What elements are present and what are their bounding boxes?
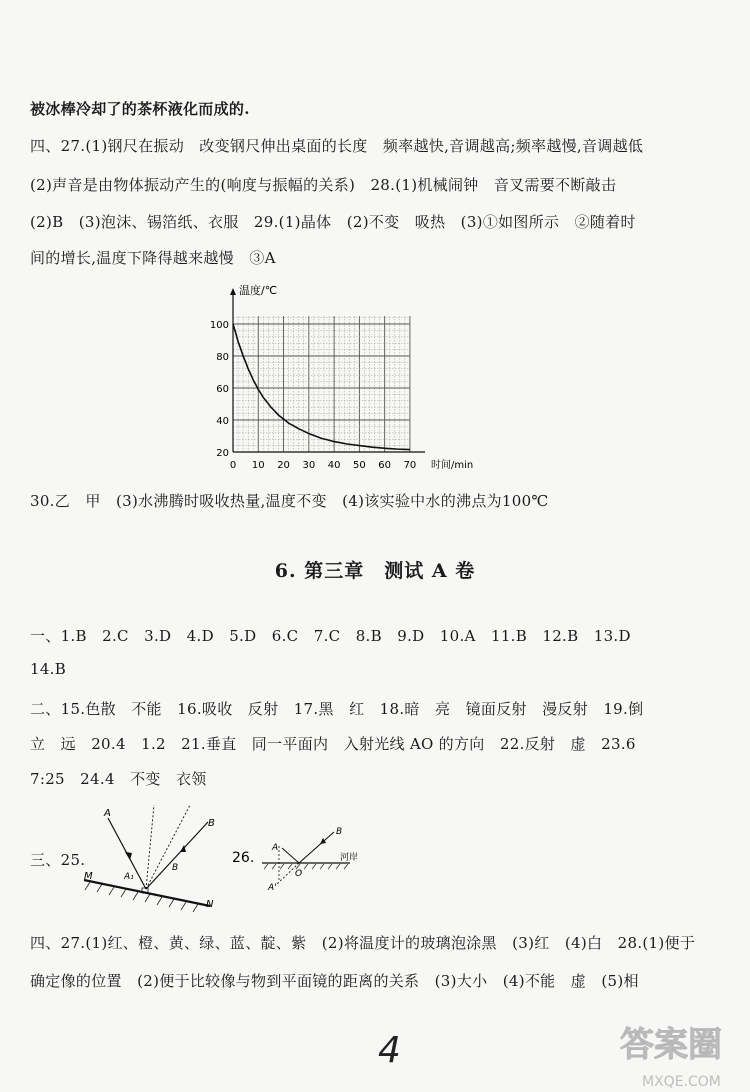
label-A: A — [272, 843, 279, 853]
arrow-icon — [125, 852, 132, 860]
answer-line: 一、1.B 2.C 3.D 4.D 5.D 6.C 7.C 8.B 9.D 10.A 11.B 12.B 13.D — [30, 627, 631, 645]
incident-ray — [282, 848, 299, 863]
answer-line: 四、27.(1)红、橙、黄、绿、蓝、靛、紫 (2)将温度计的玻璃泡涂黑 (3)红 (4)白 28.(1)便于 — [30, 934, 696, 952]
reflected-ray — [299, 832, 334, 863]
answer-line: (2)B (3)泡沫、锡箔纸、衣服 29.(1)晶体 (2)不变 吸热 (3)①如图所示 ②随着时 — [30, 213, 636, 231]
x-tick-label: 0 — [229, 460, 237, 471]
x-tick-label: 30 — [302, 460, 316, 471]
y-tick-label: 80 — [216, 352, 229, 363]
label-A-prime: A' — [268, 883, 277, 893]
x-tick-label: 10 — [251, 460, 265, 471]
cooling-curve-chart — [205, 280, 490, 475]
x-tick-label: 70 — [403, 460, 417, 471]
label-N: N — [206, 899, 214, 910]
text-line: 被冰棒冷却了的茶杯液化而成的. — [30, 100, 250, 118]
y-tick-label: 100 — [209, 320, 229, 331]
label-B: B — [336, 827, 343, 837]
figure-26-shore — [232, 820, 382, 895]
label-B1: B — [172, 863, 179, 873]
answer-line: 二、15.色散 不能 16.吸收 反射 17.黑 红 18.暗 亮 镜面反射 漫反射 19.倒 — [30, 700, 644, 718]
answer-line: 四、27.(1)钢尺在振动 改变钢尺伸出桌面的长度 频率越快,音调越高;频率越慢,音调越低 — [30, 137, 644, 155]
answer-line: 三、25. — [30, 851, 86, 869]
y-tick-label: 20 — [216, 448, 229, 459]
arrow-icon — [230, 288, 236, 295]
x-tick-label: 60 — [378, 460, 392, 471]
watermark-logo — [612, 1008, 750, 1092]
x-tick-label: 50 — [353, 460, 366, 471]
arrow-icon — [320, 838, 326, 844]
figure-25-mirror — [80, 800, 230, 915]
label-A: A — [104, 808, 111, 819]
answer-line: 立 远 20.4 1.2 21.垂直 同一平面内 入射光线 AO 的方向 22.反射 虚 23.6 — [30, 735, 636, 753]
label-A1: A₁ — [124, 872, 134, 882]
page-number: 4 — [378, 1030, 401, 1071]
section-title: 6. 第三章 测试 A 卷 — [274, 560, 476, 582]
label-M: M — [84, 871, 93, 882]
label-O: O — [295, 869, 303, 879]
answer-line: (2)声音是由物体振动产生的(响度与振幅的关系) 28.(1)机械闹钟 音叉需要不断敲击 — [30, 176, 617, 194]
x-tick-label: 20 — [277, 460, 290, 471]
x-axis-label: 时间/min — [431, 460, 474, 471]
shore-label: 河岸 — [340, 853, 359, 863]
watermark-text: 答案圈 — [620, 1025, 722, 1065]
answer-line: 30.乙 甲 (3)水沸腾时吸收热量,温度不变 (4)该实验中水的沸点为100℃ — [30, 492, 549, 510]
x-tick-label: 40 — [327, 460, 341, 471]
answer-line: 14.B — [30, 660, 67, 678]
watermark-url: MXQE.COM — [642, 1074, 721, 1090]
label-B: B — [208, 818, 215, 829]
figure-number: 26. — [232, 850, 255, 866]
y-tick-label: 40 — [216, 416, 229, 427]
y-tick-label: 60 — [216, 384, 229, 395]
normal-line — [146, 805, 154, 889]
y-axis-label: 温度/℃ — [239, 284, 278, 297]
series-line — [233, 324, 410, 450]
answer-line: 7:25 24.4 不变 衣领 — [30, 770, 207, 788]
answer-line: 间的增长,温度下降得越来越慢 ③A — [30, 249, 276, 267]
answer-line: 确定像的位置 (2)便于比较像与物到平面镜的距离的关系 (3)大小 (4)不能 虚 (5)相 — [30, 972, 639, 990]
